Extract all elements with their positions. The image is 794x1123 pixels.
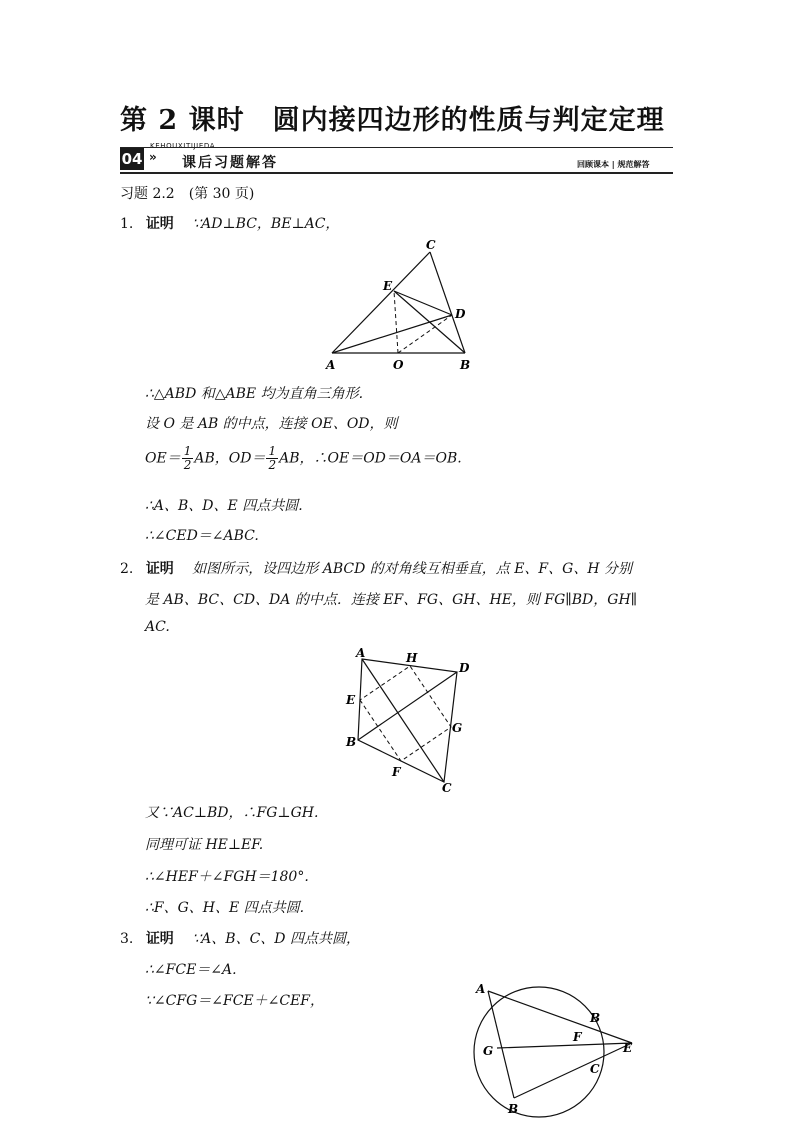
figure-circle-abcd bbox=[462, 975, 642, 1120]
label-f: F bbox=[392, 765, 401, 779]
section-badge: 04 bbox=[121, 150, 143, 168]
figure-triangle-abc bbox=[320, 235, 480, 375]
diagonal-bd bbox=[358, 672, 457, 740]
section-tag: 回顾课本 | 规范解答 bbox=[577, 160, 650, 169]
label-b: B bbox=[460, 358, 471, 372]
problem3-step1: ∴∠FCE＝∠A. bbox=[145, 962, 237, 978]
problem1-step2: 设 O 是 AB 的中点，连接 OE、OD，则 bbox=[145, 416, 398, 432]
problem1-step1: ∴△ABD 和△ABE 均为直角三角形. bbox=[145, 386, 364, 402]
problem1-step5: ∴∠CED＝∠ABC. bbox=[145, 528, 259, 544]
label-a: A bbox=[356, 646, 366, 660]
problem1-step4: ∴A、B、D、E 四点共圆. bbox=[145, 498, 303, 514]
problem-number: 1. bbox=[120, 216, 134, 232]
label-b-bottom: B bbox=[508, 1102, 519, 1116]
problem2-line2: 是 AB、BC、CD、DA 的中点．连接 EF、FG、GH、HE，则 FG∥BD，GH∥ bbox=[145, 592, 638, 608]
fraction-half bbox=[182, 445, 194, 472]
problem3-lead bbox=[120, 928, 360, 948]
problem1-step3 bbox=[145, 445, 462, 472]
problem2-step2: 同理可证 HE⊥EF. bbox=[145, 837, 264, 853]
problem2-step1: 又∵AC⊥BD，∴FG⊥GH. bbox=[145, 805, 319, 821]
proof-label: 证明 bbox=[145, 931, 174, 947]
label-e: E bbox=[383, 279, 393, 293]
header-rule-top bbox=[120, 147, 673, 148]
quadrilateral-abcd bbox=[358, 659, 457, 782]
label-e: E bbox=[346, 693, 356, 707]
label-o: O bbox=[393, 358, 404, 372]
dashed-oe bbox=[394, 291, 398, 353]
segment-ed bbox=[394, 291, 452, 315]
problem-number: 2. bbox=[120, 561, 134, 577]
label-c: C bbox=[590, 1062, 600, 1076]
problem2-lead bbox=[120, 558, 632, 578]
segment-ge bbox=[497, 1043, 632, 1048]
proof-label: 证明 bbox=[145, 216, 174, 232]
label-c: C bbox=[442, 781, 452, 795]
label-g: G bbox=[483, 1044, 494, 1058]
section-pinyin: KEHOUXITIJIEDA bbox=[150, 142, 216, 150]
problem2-line3: AC. bbox=[145, 619, 170, 635]
section-title: 课后习题解答 bbox=[182, 155, 278, 171]
problem2-step4: ∴F、G、H、E 四点共圆. bbox=[145, 900, 305, 916]
label-h: H bbox=[406, 651, 418, 665]
fraction-denominator: 2 bbox=[268, 458, 277, 472]
formula-part: OE＝ bbox=[145, 450, 181, 467]
proof-text: ∵A、B、C、D 四点共圆， bbox=[192, 931, 360, 947]
segment-ae bbox=[488, 991, 632, 1043]
problem2-step3: ∴∠HEF＋∠FGH＝180°. bbox=[145, 869, 309, 885]
circle bbox=[474, 987, 604, 1117]
label-a: A bbox=[326, 358, 336, 372]
chevron-icon: » bbox=[149, 150, 157, 164]
label-f: F bbox=[573, 1030, 582, 1044]
fraction-numerator: 1 bbox=[183, 444, 192, 458]
label-b-top: B bbox=[590, 1011, 601, 1025]
segment-be bbox=[514, 1043, 632, 1098]
label-d: D bbox=[459, 661, 470, 675]
problem1-lead bbox=[120, 213, 339, 233]
fraction-numerator: 1 bbox=[268, 444, 277, 458]
label-a: A bbox=[476, 982, 486, 996]
problem-number: 3. bbox=[120, 931, 134, 947]
label-g: G bbox=[452, 721, 463, 735]
proof-text: ∵AD⊥BC，BE⊥AC， bbox=[192, 216, 340, 232]
fraction-half bbox=[266, 445, 278, 472]
label-e: E bbox=[623, 1041, 633, 1055]
exercise-heading: 习题 2.2 (第 30 页) bbox=[120, 186, 255, 202]
label-d: D bbox=[455, 307, 466, 321]
label-b: B bbox=[346, 735, 357, 749]
fraction-denominator: 2 bbox=[183, 458, 192, 472]
dashed-efgh bbox=[360, 666, 451, 761]
page-title: 第 2 课时 圆内接四边形的性质与判定定理 bbox=[120, 105, 665, 136]
proof-text: 如图所示，设四边形 ABCD 的对角线互相垂直，点 E、F、G、H 分别 bbox=[192, 561, 632, 577]
proof-label: 证明 bbox=[145, 561, 174, 577]
formula-part: AB，OD＝ bbox=[194, 450, 266, 467]
formula-part: AB，∴OE＝OD＝OA＝OB. bbox=[279, 450, 462, 467]
label-c: C bbox=[426, 238, 436, 252]
header-rule-bottom bbox=[120, 172, 673, 174]
figure-quadrilateral-abcd bbox=[340, 642, 480, 797]
problem3-step2: ∵∠CFG＝∠FCE＋∠CEF， bbox=[145, 993, 324, 1009]
